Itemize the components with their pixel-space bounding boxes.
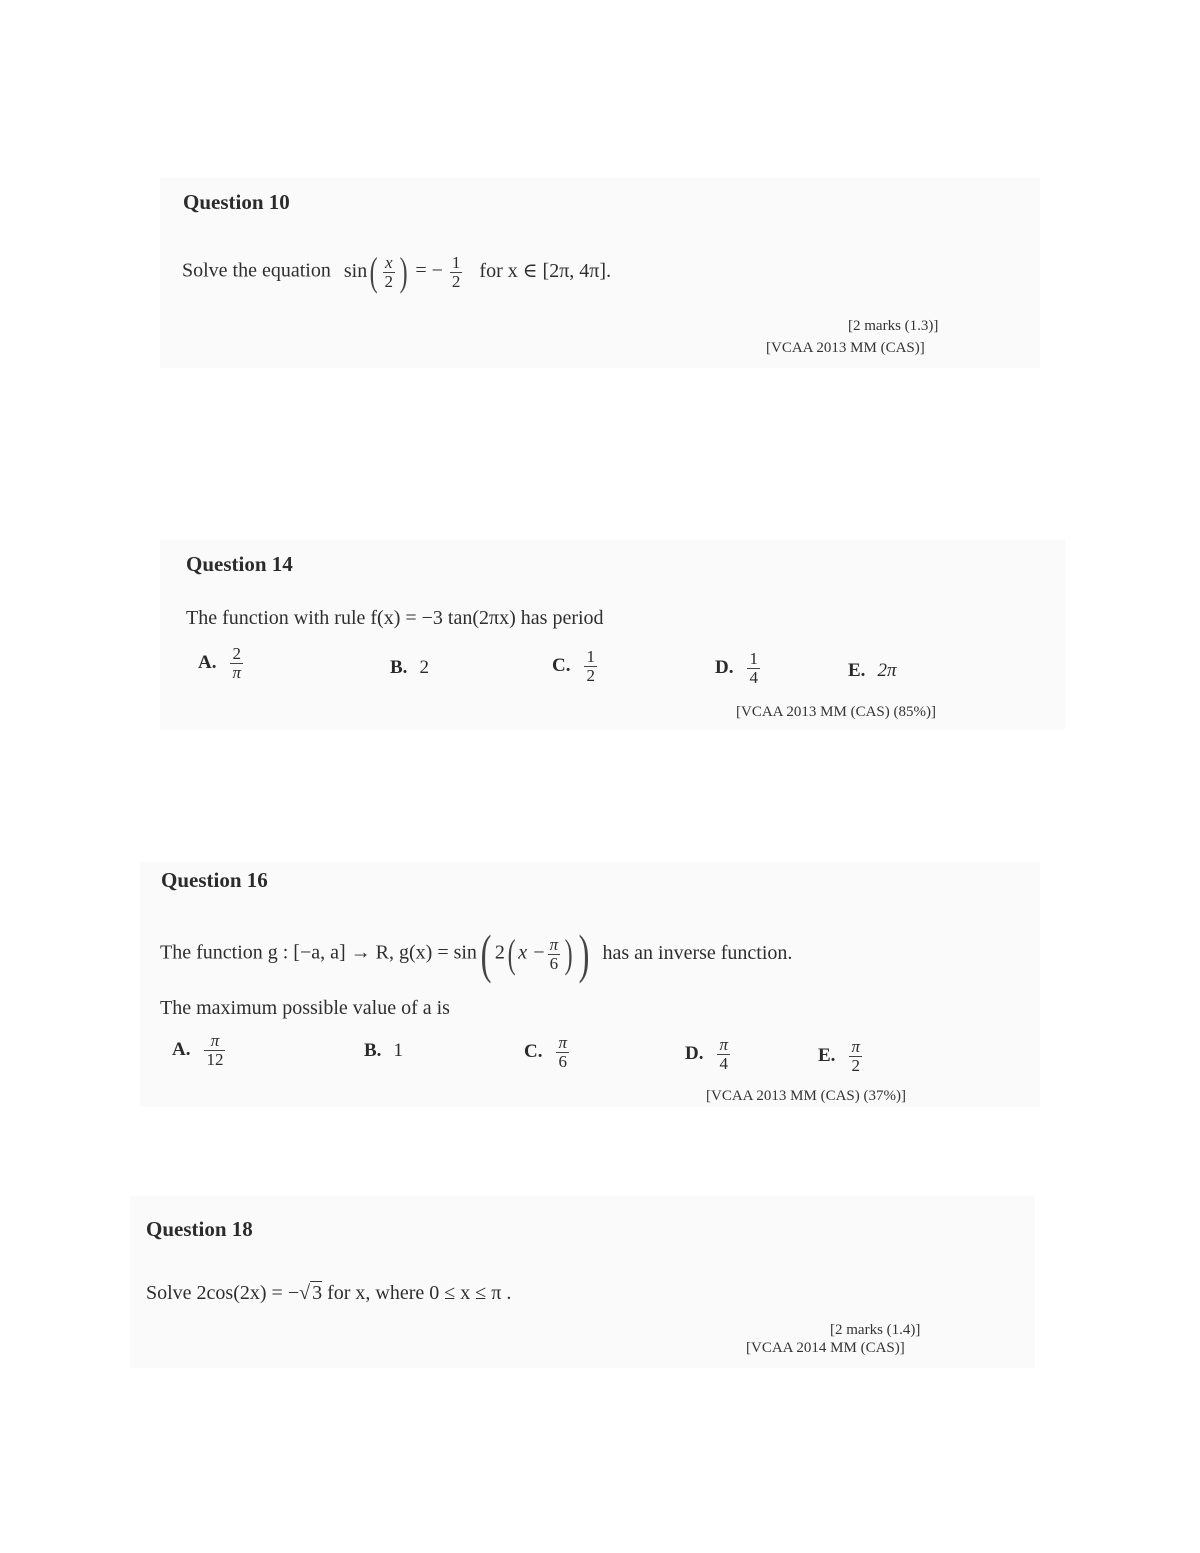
question-16-stem: The function g : [−a, a] → R, g(x) = sin( 2( x − $\frac{\pi}{6}$ ) ) has an inverse function. bbox=[160, 924, 793, 984]
question-14-option-e[interactable]: E. 2π bbox=[848, 660, 897, 681]
fraction-x-over-2: $\frac{x}{2}$ bbox=[384, 252, 394, 291]
inner-left-paren: ( bbox=[507, 931, 516, 976]
question-18-prefix: Solve 2cos(2x) = − bbox=[146, 1282, 300, 1304]
question-16-option-a[interactable]: A. $\frac{\pi}{12}$ bbox=[172, 1031, 224, 1069]
question-10-title: Question 10 bbox=[183, 190, 290, 214]
outer-right-paren: ) bbox=[579, 924, 590, 984]
outer-left-paren: ( bbox=[480, 924, 492, 984]
sqrt-radicand: 3 bbox=[312, 1282, 323, 1304]
question-10-marks: [2 marks (1.3)] bbox=[848, 318, 939, 334]
question-14-option-d[interactable]: D. $\frac{1}{4}$ bbox=[715, 649, 758, 687]
question-16-line2: The maximum possible value of a is bbox=[160, 997, 450, 1019]
question-16-title: Question 16 bbox=[161, 868, 268, 892]
question-10-equation bbox=[182, 249, 612, 294]
sqrt-symbol: √ bbox=[299, 1282, 311, 1304]
fraction-pi-over-6: $\frac{\pi}{6}$ bbox=[549, 934, 559, 973]
question-16-option-d[interactable]: D. $\frac{\pi}{4}$ bbox=[685, 1035, 729, 1073]
question-18-source: [VCAA 2014 MM (CAS)] bbox=[746, 1340, 905, 1356]
question-18-marks: [2 marks (1.4)] bbox=[830, 1322, 921, 1338]
fraction-one-half: $\frac{1}{2}$ bbox=[451, 252, 461, 291]
sin-function: sin bbox=[343, 259, 368, 282]
question-18-equation bbox=[146, 1282, 511, 1305]
question-14-option-c[interactable]: C. $\frac{1}{2}$ bbox=[552, 647, 595, 685]
question-16-option-c[interactable]: C. $\frac{\pi}{6}$ bbox=[524, 1033, 568, 1071]
question-14-block bbox=[160, 540, 1065, 730]
equals-sign: = − bbox=[415, 259, 443, 282]
left-paren: ( bbox=[369, 249, 378, 294]
question-14-option-a[interactable]: A. $\frac{2}{\pi}$ bbox=[198, 644, 242, 682]
question-18-suffix: for x, where 0 ≤ x ≤ π . bbox=[322, 1282, 512, 1304]
inner-right-paren: ) bbox=[564, 931, 573, 976]
question-16-stem-suffix: has an inverse function. bbox=[602, 941, 793, 964]
right-paren: ) bbox=[399, 249, 408, 294]
question-14-stem: The function with rule f(x) = −3 tan(2πx) has period bbox=[186, 607, 604, 629]
question-10-domain: for x ∈ [2π, 4π]. bbox=[479, 259, 612, 282]
question-16-source: [VCAA 2013 MM (CAS) (37%)] bbox=[706, 1088, 906, 1104]
question-10-prefix: Solve the equation bbox=[182, 259, 331, 282]
question-14-option-b[interactable]: B. 2 bbox=[390, 657, 429, 678]
question-14-source: [VCAA 2013 MM (CAS) (85%)] bbox=[736, 704, 936, 720]
question-16-option-b[interactable]: B. 1 bbox=[364, 1040, 403, 1061]
question-14-title: Question 14 bbox=[186, 552, 293, 576]
question-10-source: [VCAA 2013 MM (CAS)] bbox=[766, 340, 925, 356]
question-18-title: Question 18 bbox=[146, 1217, 253, 1241]
question-16-block bbox=[140, 862, 1040, 1107]
question-16-stem-prefix: The function g : [−a, a] → R, g(x) = sin bbox=[160, 941, 477, 964]
question-16-option-e[interactable]: E. $\frac{\pi}{2}$ bbox=[818, 1037, 860, 1075]
